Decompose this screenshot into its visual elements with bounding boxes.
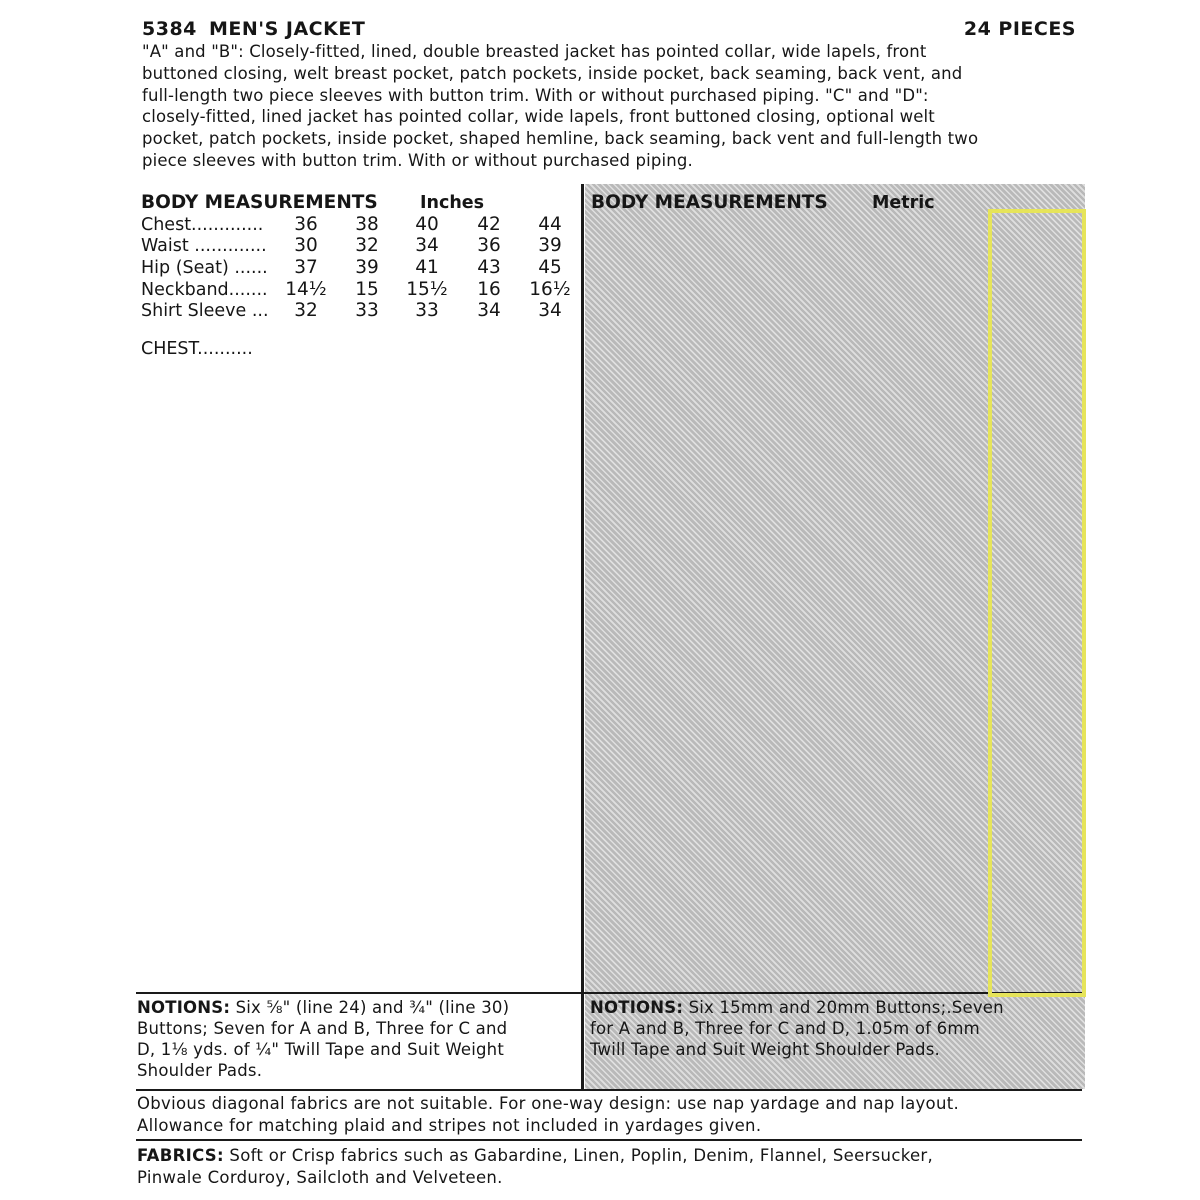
fabrics-rule: [136, 1139, 1082, 1141]
suitability-note: [137, 1093, 959, 1136]
inches-value-cell: 41: [415, 257, 439, 278]
inches-unit-heading: Inches: [420, 193, 485, 213]
inches-value-cell: 15½: [406, 279, 448, 300]
inches-value-cell: 36: [477, 235, 501, 256]
description-line: piece sleeves with button trim. With or without purchased piping.: [142, 150, 693, 170]
inches-value-cell: 34: [415, 235, 439, 256]
inches-heading: BODY MEASUREMENTS: [141, 192, 378, 213]
pattern-title: MEN'S JACKET: [209, 18, 366, 40]
description-line: buttoned closing, welt breast pocket, patch pockets, inside pocket, back seaming, back vent, and: [142, 63, 963, 83]
size-44-highlight-box: [988, 209, 1086, 997]
notions-text: Six 15mm and 20mm Buttons;.Seven: [683, 998, 1004, 1017]
description-line: "A" and "B": Closely-fitted, lined, double breasted jacket has pointed collar, wide lapels, front: [142, 42, 927, 61]
notions-inches-line: Buttons; Seven for A and B, Three for C and: [137, 1019, 508, 1038]
notions-rule: [136, 992, 1082, 994]
inches-value-cell: 30: [294, 235, 318, 256]
notions-inches-line: Shoulder Pads.: [137, 1061, 263, 1080]
inches-value-cell: 34: [477, 300, 501, 321]
inches-value-cell: 39: [355, 257, 379, 278]
inches-value-cell: 42: [477, 214, 501, 235]
row-label: Hip (Seat) ......: [141, 258, 268, 278]
center-divider: [581, 184, 584, 1090]
fabrics-note: [137, 1145, 933, 1188]
note-line: Allowance for matching plaid and stripes not included in yardages given.: [137, 1115, 762, 1135]
inches-value-cell: 38: [355, 214, 379, 235]
fabrics-heading: FABRICS:: [137, 1146, 224, 1165]
inches-value-cell: 43: [477, 257, 501, 278]
row-label: Chest.............: [141, 215, 264, 235]
metric-heading: BODY MEASUREMENTS: [591, 192, 828, 213]
pattern-number: 5384: [142, 18, 197, 40]
inches-value-cell: 33: [415, 300, 439, 321]
description-line: closely-fitted, lined jacket has pointed collar, wide lapels, front buttoned closing, optional welt: [142, 107, 935, 127]
inches-value-cell: 32: [355, 235, 379, 256]
inches-value-cell: 16½: [529, 279, 571, 300]
notions-text: Six ⅝" (line 24) and ¾" (line 30): [230, 998, 510, 1017]
description-line: pocket, patch pockets, inside pocket, shaped hemline, back seaming, back vent and full-length two: [142, 129, 979, 149]
note-rule: [136, 1089, 1082, 1091]
fabrics-text: Soft or Crisp fabrics such as Gabardine, Linen, Poplin, Denim, Flannel, Seersucker,: [223, 1146, 934, 1165]
row-label: Neckband.......: [141, 280, 268, 300]
description-line: full-length two piece sleeves with button trim. With or without purchased piping. "C" and "D":: [142, 85, 929, 105]
inches-value-cell: 16: [477, 279, 501, 300]
inches-value-cell: 37: [294, 257, 318, 278]
inches-value-cell: 45: [538, 257, 562, 278]
description: [142, 41, 1077, 172]
notions-inches-line: D, 1⅛ yds. of ¼" Twill Tape and Suit Weight: [137, 1040, 504, 1059]
notions-heading: NOTIONS:: [590, 998, 684, 1017]
row-label: Shirt Sleeve ...: [141, 301, 269, 321]
notions-metric-line: for A and B, Three for C and D, 1.05m of 6mm: [590, 1019, 980, 1038]
fabrics-line: [137, 1145, 933, 1167]
row-label: Waist .............: [141, 236, 267, 256]
notions-metric: [590, 997, 1004, 1060]
inches-value-cell: 14½: [285, 279, 327, 300]
inches-row-label: CHEST..........: [141, 339, 253, 359]
piece-count: 24 PIECES: [963, 18, 1076, 40]
inches-value-cell: 40: [415, 214, 439, 235]
inches-value-cell: 32: [294, 300, 318, 321]
notions-heading: NOTIONS:: [137, 998, 231, 1017]
notions-inches-line: [137, 997, 509, 1018]
inches-value-cell: 44: [538, 214, 562, 235]
inches-value-cell: 36: [294, 214, 318, 235]
inches-value-cell: 39: [538, 235, 562, 256]
inches-value-cell: 33: [355, 300, 379, 321]
metric-unit-heading: Metric: [872, 193, 935, 213]
note-line: Obvious diagonal fabrics are not suitable. For one-way design: use nap yardage and nap layout.: [137, 1094, 960, 1113]
notions-inches: [137, 997, 509, 1081]
inches-value-cell: 34: [538, 300, 562, 321]
fabrics-line: Pinwale Corduroy, Sailcloth and Velveteen.: [137, 1167, 503, 1187]
notions-metric-line: Twill Tape and Suit Weight Shoulder Pads.: [590, 1040, 940, 1059]
inches-value-cell: 15: [355, 279, 379, 300]
notions-metric-line: [590, 997, 1004, 1018]
